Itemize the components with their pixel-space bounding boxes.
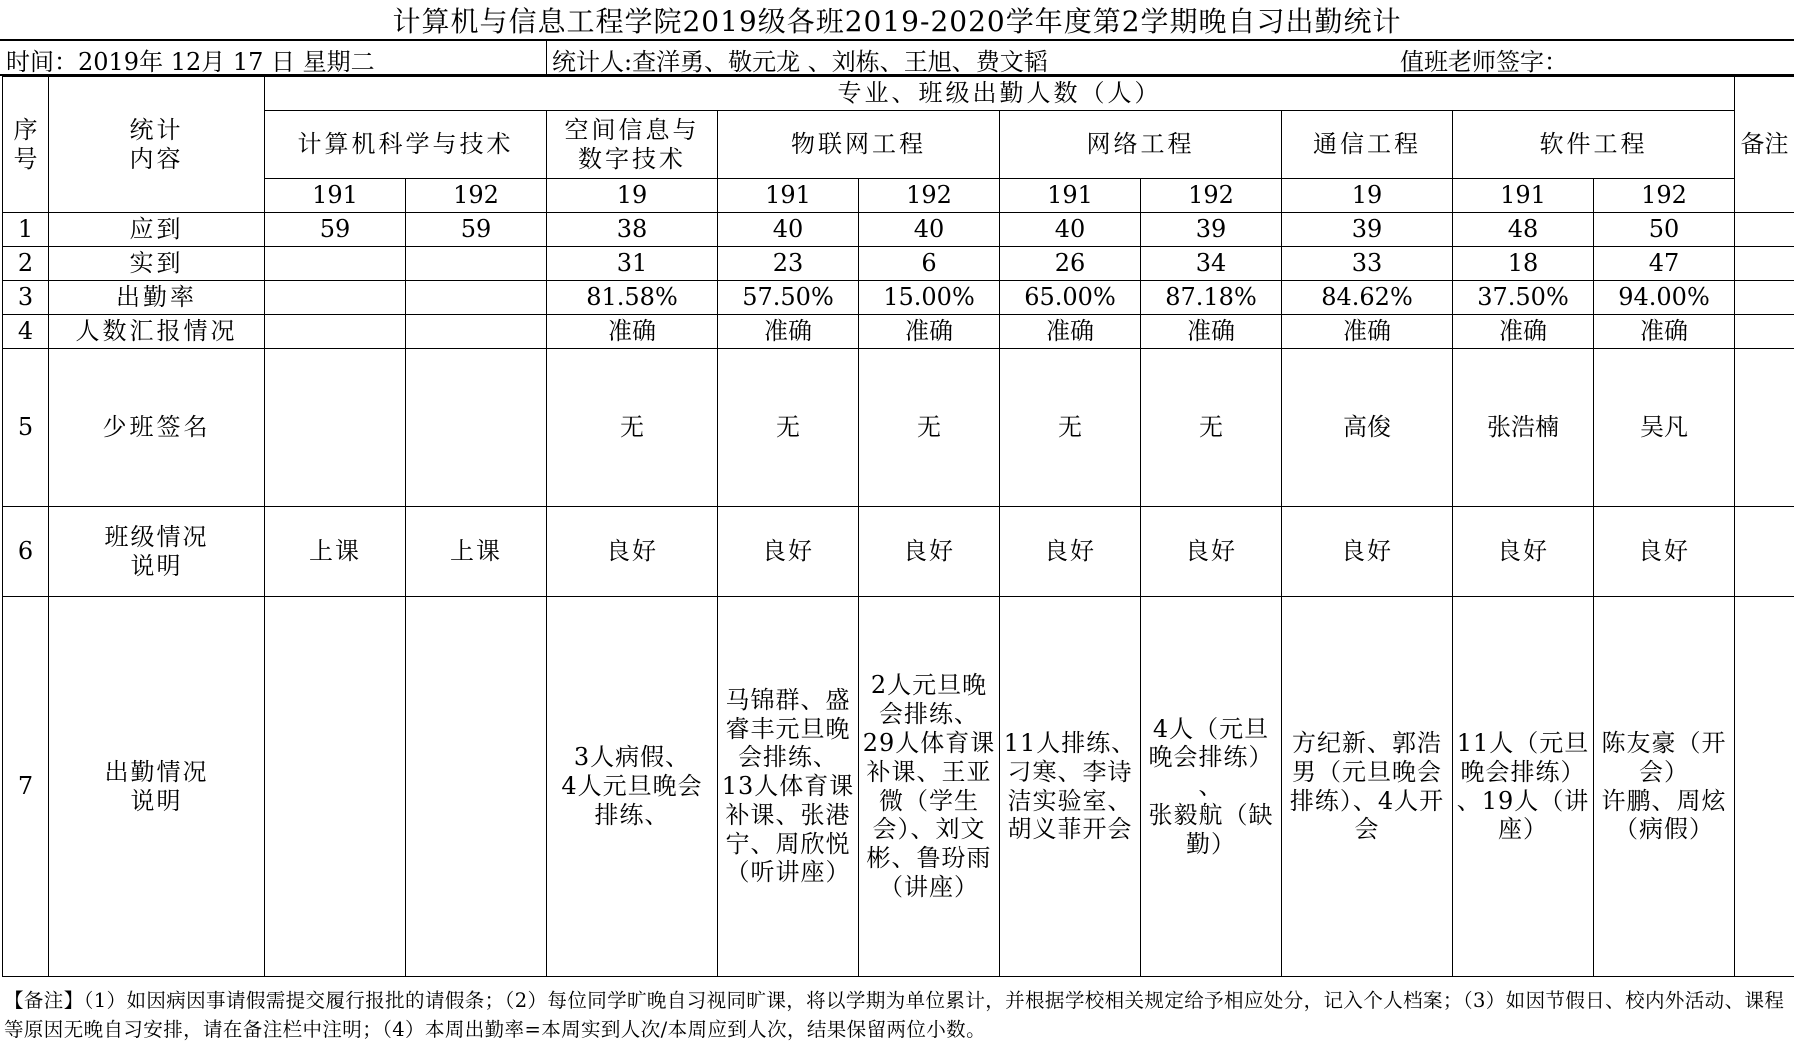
signature-cell: 吴凡 bbox=[1594, 349, 1735, 507]
class-cell: 191 bbox=[1000, 179, 1141, 213]
remark-header: 备注 bbox=[1735, 77, 1794, 213]
data-cell: 33 bbox=[1282, 247, 1453, 281]
table-row bbox=[3, 247, 1794, 281]
attendance-table bbox=[2, 76, 1794, 977]
data-cell: 准确 bbox=[1000, 315, 1141, 349]
signature-cell: 无 bbox=[718, 349, 859, 507]
class-cell: 19 bbox=[547, 179, 718, 213]
data-cell: 良好 bbox=[1594, 507, 1735, 597]
class-cell: 192 bbox=[1594, 179, 1735, 213]
data-cell: 40 bbox=[718, 213, 859, 247]
attendance-note: 11人排练、 刁寒、李诗 洁实验室、 胡义菲开会 bbox=[1000, 597, 1141, 977]
data-cell: 准确 bbox=[718, 315, 859, 349]
info-divider bbox=[546, 40, 547, 74]
teacher-signature-label: 值班老师签字： bbox=[1400, 48, 1568, 76]
data-cell: 59 bbox=[406, 213, 547, 247]
major-cs: 计算机科学与技术 bbox=[265, 111, 547, 179]
data-cell: 良好 bbox=[1453, 507, 1594, 597]
data-cell bbox=[406, 315, 547, 349]
date-info: 时间：2019年 12月 17 日 星期二 bbox=[6, 48, 375, 76]
data-cell bbox=[265, 315, 406, 349]
statistician-info: 统计人:查洋勇、敬元龙 、刘栋、王旭、费文韬 bbox=[552, 48, 1048, 76]
seq-header: 序号 bbox=[3, 77, 49, 213]
class-row bbox=[3, 179, 1794, 213]
class-cell: 191 bbox=[718, 179, 859, 213]
row-number: 2 bbox=[3, 247, 49, 281]
data-cell bbox=[265, 247, 406, 281]
attendance-note bbox=[265, 597, 406, 977]
attendance-note: 马锦群、盛 睿丰元旦晚 会排练、 13人体育课 补课、张港 宁、周欣悦 （听讲座） bbox=[718, 597, 859, 977]
row-number: 7 bbox=[3, 597, 49, 977]
row-number: 5 bbox=[3, 349, 49, 507]
attendance-note: 方纪新、郭浩 男（元旦晚会 排练）、4人开 会 bbox=[1282, 597, 1453, 977]
data-cell: 38 bbox=[547, 213, 718, 247]
remark-cell bbox=[1735, 507, 1794, 597]
data-cell: 57.50% bbox=[718, 281, 859, 315]
row-number: 6 bbox=[3, 507, 49, 597]
data-cell bbox=[406, 281, 547, 315]
row-label: 出勤率 bbox=[49, 281, 265, 315]
attendance-note: 3人病假、 4人元旦晚会 排练、 bbox=[547, 597, 718, 977]
class-cell: 191 bbox=[1453, 179, 1594, 213]
major-network: 网络工程 bbox=[1000, 111, 1282, 179]
data-cell bbox=[265, 349, 406, 507]
data-cell: 40 bbox=[1000, 213, 1141, 247]
signature-cell: 无 bbox=[1000, 349, 1141, 507]
signature-cell: 张浩楠 bbox=[1453, 349, 1594, 507]
data-cell: 良好 bbox=[718, 507, 859, 597]
attendance-note: 陈友豪（开 会） 许鹏、周炫 （病假） bbox=[1594, 597, 1735, 977]
data-cell: 48 bbox=[1453, 213, 1594, 247]
row-label: 实到 bbox=[49, 247, 265, 281]
content-header: 统计 内容 bbox=[49, 77, 265, 213]
data-cell: 良好 bbox=[1282, 507, 1453, 597]
data-cell: 59 bbox=[265, 213, 406, 247]
table-row bbox=[3, 507, 1794, 597]
data-cell: 23 bbox=[718, 247, 859, 281]
data-cell: 26 bbox=[1000, 247, 1141, 281]
attendance-note bbox=[406, 597, 547, 977]
header-row-1 bbox=[3, 77, 1794, 111]
data-cell: 良好 bbox=[1141, 507, 1282, 597]
row-number: 3 bbox=[3, 281, 49, 315]
row-label: 班级情况 说明 bbox=[49, 507, 265, 597]
data-cell: 准确 bbox=[1282, 315, 1453, 349]
header-row-2 bbox=[3, 111, 1794, 179]
major-comm: 通信工程 bbox=[1282, 111, 1453, 179]
data-cell: 6 bbox=[859, 247, 1000, 281]
attendance-note: 11人（元旦 晚会排练） 、19人（讲 座） bbox=[1453, 597, 1594, 977]
row-label: 出勤情况 说明 bbox=[49, 597, 265, 977]
attendance-note: 2人元旦晚 会排练、 29人体育课 补课、王亚 微（学生 会）、刘文 彬、鲁玢雨 （讲座） bbox=[859, 597, 1000, 977]
remark-cell bbox=[1735, 597, 1794, 977]
table-row bbox=[3, 349, 1794, 507]
class-cell: 191 bbox=[265, 179, 406, 213]
major-group-header: 专业、班级出勤人数（人） bbox=[265, 77, 1735, 111]
data-cell: 65.00% bbox=[1000, 281, 1141, 315]
info-bar bbox=[0, 40, 1794, 74]
remark-cell bbox=[1735, 247, 1794, 281]
data-cell: 良好 bbox=[547, 507, 718, 597]
data-cell: 47 bbox=[1594, 247, 1735, 281]
signature-cell: 高俊 bbox=[1282, 349, 1453, 507]
attendance-note: 4人（元旦 晚会排练） 、 张毅航（缺 勤） bbox=[1141, 597, 1282, 977]
data-cell: 准确 bbox=[1453, 315, 1594, 349]
data-cell: 81.58% bbox=[547, 281, 718, 315]
page-title: 计算机与信息工程学院2019级各班2019-2020学年度第2学期晚自习出勤统计 bbox=[392, 5, 1402, 38]
remark-cell bbox=[1735, 315, 1794, 349]
data-cell: 34 bbox=[1141, 247, 1282, 281]
signature-cell: 无 bbox=[1141, 349, 1282, 507]
data-cell bbox=[406, 247, 547, 281]
class-cell: 192 bbox=[859, 179, 1000, 213]
data-cell: 39 bbox=[1282, 213, 1453, 247]
data-cell: 50 bbox=[1594, 213, 1735, 247]
data-cell: 准确 bbox=[1141, 315, 1282, 349]
table-row bbox=[3, 315, 1794, 349]
row-label: 人数汇报情况 bbox=[49, 315, 265, 349]
row-number: 1 bbox=[3, 213, 49, 247]
remark-cell bbox=[1735, 349, 1794, 507]
data-cell: 准确 bbox=[859, 315, 1000, 349]
major-spatial: 空间信息与 数字技术 bbox=[547, 111, 718, 179]
row-label: 少班签名 bbox=[49, 349, 265, 507]
row-label: 应到 bbox=[49, 213, 265, 247]
class-cell: 192 bbox=[1141, 179, 1282, 213]
data-cell: 上课 bbox=[265, 507, 406, 597]
data-cell bbox=[265, 281, 406, 315]
footer-note: 【备注】（1）如因病因事请假需提交履行报批的请假条；（2）每位同学旷晚自习视同旷课，将以学期为单位累计，并根据学校相关规定给予相应处分，记入个人档案；（3）如因节假日、校内外活动、课程等原因无晚自习安排，请在备注栏中注明；（4）本周出勤率=本周实到人次/本周应到人次，结果保留两位小数。 bbox=[4, 989, 1785, 1042]
data-cell: 37.50% bbox=[1453, 281, 1594, 315]
data-cell: 良好 bbox=[1000, 507, 1141, 597]
remark-cell bbox=[1735, 213, 1794, 247]
data-cell: 39 bbox=[1141, 213, 1282, 247]
data-cell: 上课 bbox=[406, 507, 547, 597]
major-iot: 物联网工程 bbox=[718, 111, 1000, 179]
signature-cell: 无 bbox=[547, 349, 718, 507]
data-cell: 40 bbox=[859, 213, 1000, 247]
data-cell: 87.18% bbox=[1141, 281, 1282, 315]
row-number: 4 bbox=[3, 315, 49, 349]
data-cell: 准确 bbox=[547, 315, 718, 349]
data-cell: 94.00% bbox=[1594, 281, 1735, 315]
data-cell: 15.00% bbox=[859, 281, 1000, 315]
remark-cell bbox=[1735, 281, 1794, 315]
class-cell: 19 bbox=[1282, 179, 1453, 213]
data-cell: 31 bbox=[547, 247, 718, 281]
table-row bbox=[3, 213, 1794, 247]
data-cell: 84.62% bbox=[1282, 281, 1453, 315]
data-cell: 良好 bbox=[859, 507, 1000, 597]
table-row bbox=[3, 597, 1794, 977]
data-cell bbox=[406, 349, 547, 507]
data-cell: 18 bbox=[1453, 247, 1594, 281]
table-row bbox=[3, 281, 1794, 315]
class-cell: 192 bbox=[406, 179, 547, 213]
major-software: 软件工程 bbox=[1453, 111, 1735, 179]
signature-cell: 无 bbox=[859, 349, 1000, 507]
data-cell: 准确 bbox=[1594, 315, 1735, 349]
